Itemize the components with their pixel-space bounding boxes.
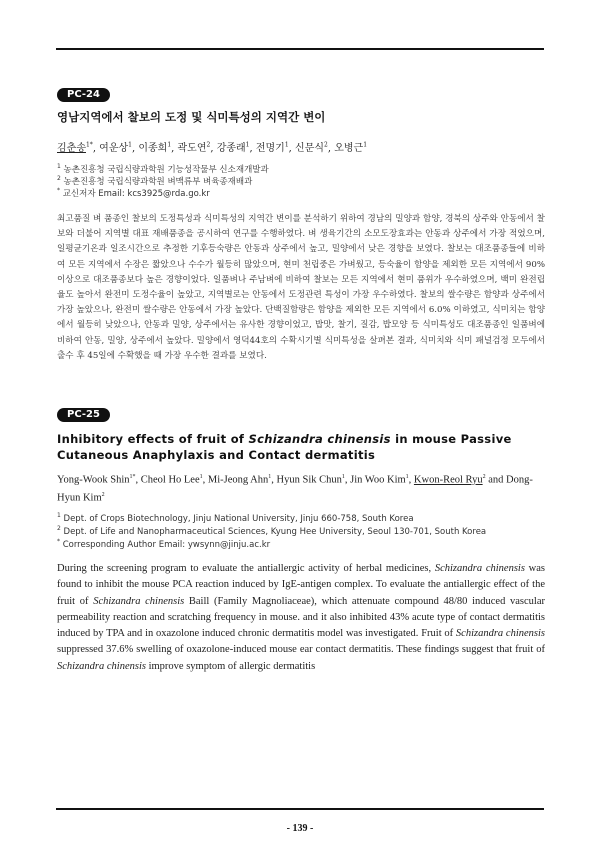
page-number: - 139 - <box>286 823 314 834</box>
affiliation-mark: 1 <box>57 163 61 171</box>
affiliation-line <box>57 175 252 187</box>
abstract-badge: PC-24 <box>57 88 110 102</box>
author-affiliation-mark: 2 <box>482 474 486 480</box>
title-species: Schizandra chinensis <box>248 432 391 446</box>
author-name: Mi-Jeong Ahn <box>207 474 269 486</box>
author-affiliation-mark: 2 <box>101 491 105 498</box>
bottom-rule <box>56 808 544 810</box>
body-text: was found to inhibit the mouse PCA reaction induced by IgE-antigen complex. To evaluate the antiallergic effect of the fruit of <box>57 563 545 607</box>
author-affiliation-mark: 1 <box>199 474 203 480</box>
author-list: Yong-Wook Shin$^{1*}$, Cheol Ho Lee$^1$, Mi-Jeong Ahn$^1$, Hyun Sik Chun$^1$, Jin Woo Kim$^1$, Kwon-Reol Ryu$^2$ and Dong-Hyun Kim$^2$ <box>57 474 533 503</box>
species-name: Schizandra chinensis <box>93 595 185 607</box>
author-name: Cheol Ho Lee <box>140 474 200 486</box>
title-text: in mouse Passive Cutaneous Anaphylaxis and Contact dermatitis <box>57 432 512 462</box>
author-affiliation-mark: 1 <box>341 474 345 480</box>
affiliation-text: Corresponding Author Email: ywsynn@jinju.ac.kr <box>60 539 271 550</box>
affiliation-mark: 2 <box>57 175 61 183</box>
affiliation-mark: * <box>57 187 60 195</box>
author-name: 이종희 <box>138 143 168 154</box>
abstract-body <box>57 212 545 364</box>
abstract-title <box>57 431 545 463</box>
affiliation-line <box>57 512 414 524</box>
author-name: 곽도연 <box>177 143 207 154</box>
abstract-paragraph: 최고품질 벼 품종인 찰보의 도정특성과 식미특성의 지역간 변이를 분석하기 위하여 경남의 밀양과 함양, 경북의 상주와 안동에서 찰보와 더불어 지역별 대표 재배품종을 공시하여 연구를 수행하였다. 벼 생육기간의 소모도장효과는 안동과 상주에서 가장 적었으며, 일평균기온과 일조시간으로 추정한 기후등숙량은 안동과 상주에서 높고, 밀양에서 낮은 경향을 보였다. 찰보는 대조품종들에 비하여 모든 지역에서 수장은 짧았으나 수수가 월등히 많았으며, 현미 천립중은 가벼웠고, 등숙율이 함양을 제외한 모든 지역에서 90% 이상으로 대조품종보다 높은 경향이었다. 일품벼나 주남벼에 비하여 찰보는 모든 지역에서 현미 품위가 우수하였으며, 백미 완전립율도 높아서 완전미 도정수율이 높았고, 지역별로는 안동에서 도정관련 특성이 가장 우수하였다. 찰보의 쌀수량은 함양과 상주에서 가장 높았으나, 완전미 쌀수량은 안동에서 가장 높았다. 단백질함량은 함양을 제외한 모든 지역에서 6.0% 이하였고, 식미치는 함양에서 월등히 낮았으나, 안동과 밀양, 상주에서는 유사한 경향이었고, 밥맛, 찰기, 질감, 밥모양 등 식미특성도 대조품종인 일품벼에 비하여 안동, 밀양, 상주에서 높았다. 밀양에서 영덕44호의 수확시기별 식미특성을 살펴본 결과, 식미치와 식미 패널검정 모두에서 출수 후 45일에 수확했을 때 가장 우수한 결과를 보였다. <box>57 214 545 361</box>
author-name: Jin Woo Kim <box>350 474 406 486</box>
author-name: Hyun Sik Chun <box>276 474 342 486</box>
abstract-title: 영남지역에서 찰보의 도정 및 식미특성의 지역간 변이 <box>57 110 326 124</box>
author-affiliation-mark: 1 <box>405 474 409 480</box>
author-name: Yong-Wook Shin <box>57 474 130 486</box>
species-name: Schizandra chinensis <box>455 628 546 640</box>
species-name: Schizandra chinensis <box>57 660 146 672</box>
author-affiliation-mark: 2 <box>324 141 328 149</box>
author-name: 여운상 <box>99 143 129 154</box>
author-name: 오병근 <box>334 143 364 154</box>
author-name: 신문식 <box>295 143 325 154</box>
author-affiliation-mark: 1 <box>128 141 132 149</box>
author-name: 전명기 <box>255 143 285 154</box>
affiliation-text: 농촌진흥청 국립식량과학원 기능성작물부 신소재개발과 <box>60 165 269 175</box>
author-name: Dong-Hyun Kim <box>57 474 533 503</box>
top-rule <box>56 48 544 50</box>
abstract-badge: PC-25 <box>57 408 110 422</box>
author-affiliation-mark: 1 <box>167 141 172 149</box>
body-text: suppressed 37.6% swelling of oxazolone-induced mouse ear contact dermatitis. These findings suggest that fruit of <box>57 644 545 656</box>
abstract-body <box>57 561 545 675</box>
author-affiliation-mark: 1 <box>245 141 250 149</box>
author-name: 김춘송 <box>57 143 86 154</box>
affiliation-mark: * <box>57 538 60 545</box>
body-text: Baill (Family Magnoliaceae), which attenuate compound 48/80 induced vascular permeability reaction and scratching frequency in mouse. and it also inhibited 43% acute type of contact dermatitis induced by TPA and in oxazolone induced chronic dermatitis model was investigated. Fruit of <box>57 595 546 640</box>
author-affiliation-mark: 1* <box>129 474 136 480</box>
affiliation-text: Dept. of Life and Nanopharmaceutical Sciences, Kyung Hee University, Seoul 130-701, South Korea <box>60 526 487 537</box>
affiliation-text: Dept. of Crops Biotechnology, Jinju National University, Jinju 660-758, South Korea <box>60 513 414 524</box>
affiliation-line <box>57 163 269 175</box>
affiliation-text: 농촌진흥청 국립식량과학원 벼맥류부 벼육종재배과 <box>60 177 253 187</box>
author-affiliation-mark: 1* <box>85 141 93 149</box>
author-affiliation-mark: 2 <box>206 141 211 149</box>
author-affiliation-mark: 1 <box>363 141 368 149</box>
affiliation-mark: 2 <box>57 525 61 532</box>
body-text: improve symptom of allergic dermatitis <box>145 660 316 672</box>
title-text: Inhibitory effects of fruit of <box>57 432 249 446</box>
affiliation-line <box>57 525 486 537</box>
affiliation-line <box>57 538 270 550</box>
author-name: 강종래 <box>216 143 246 154</box>
author-list: 김춘송$^{1*}$, 여운상$^1$, 이종희$^1$, 곽도연$^2$, 강종래$^1$, 전명기$^1$, 신문식$^2$, 오병근$^1$ <box>57 141 368 154</box>
author-affiliation-mark: 1 <box>284 141 289 149</box>
body-text: During the screening program to evaluate the antiallergic activity of herbal medicines, <box>57 563 435 574</box>
author-name: Kwon-Reol Ryu <box>413 474 483 486</box>
affiliation-line <box>57 187 210 199</box>
affiliation-mark: 1 <box>57 512 61 519</box>
author-affiliation-mark: 1 <box>268 474 272 480</box>
affiliation-text: 교신저자 Email: kcs3925@rda.go.kr <box>60 189 210 199</box>
species-name: Schizandra chinensis <box>434 563 525 574</box>
